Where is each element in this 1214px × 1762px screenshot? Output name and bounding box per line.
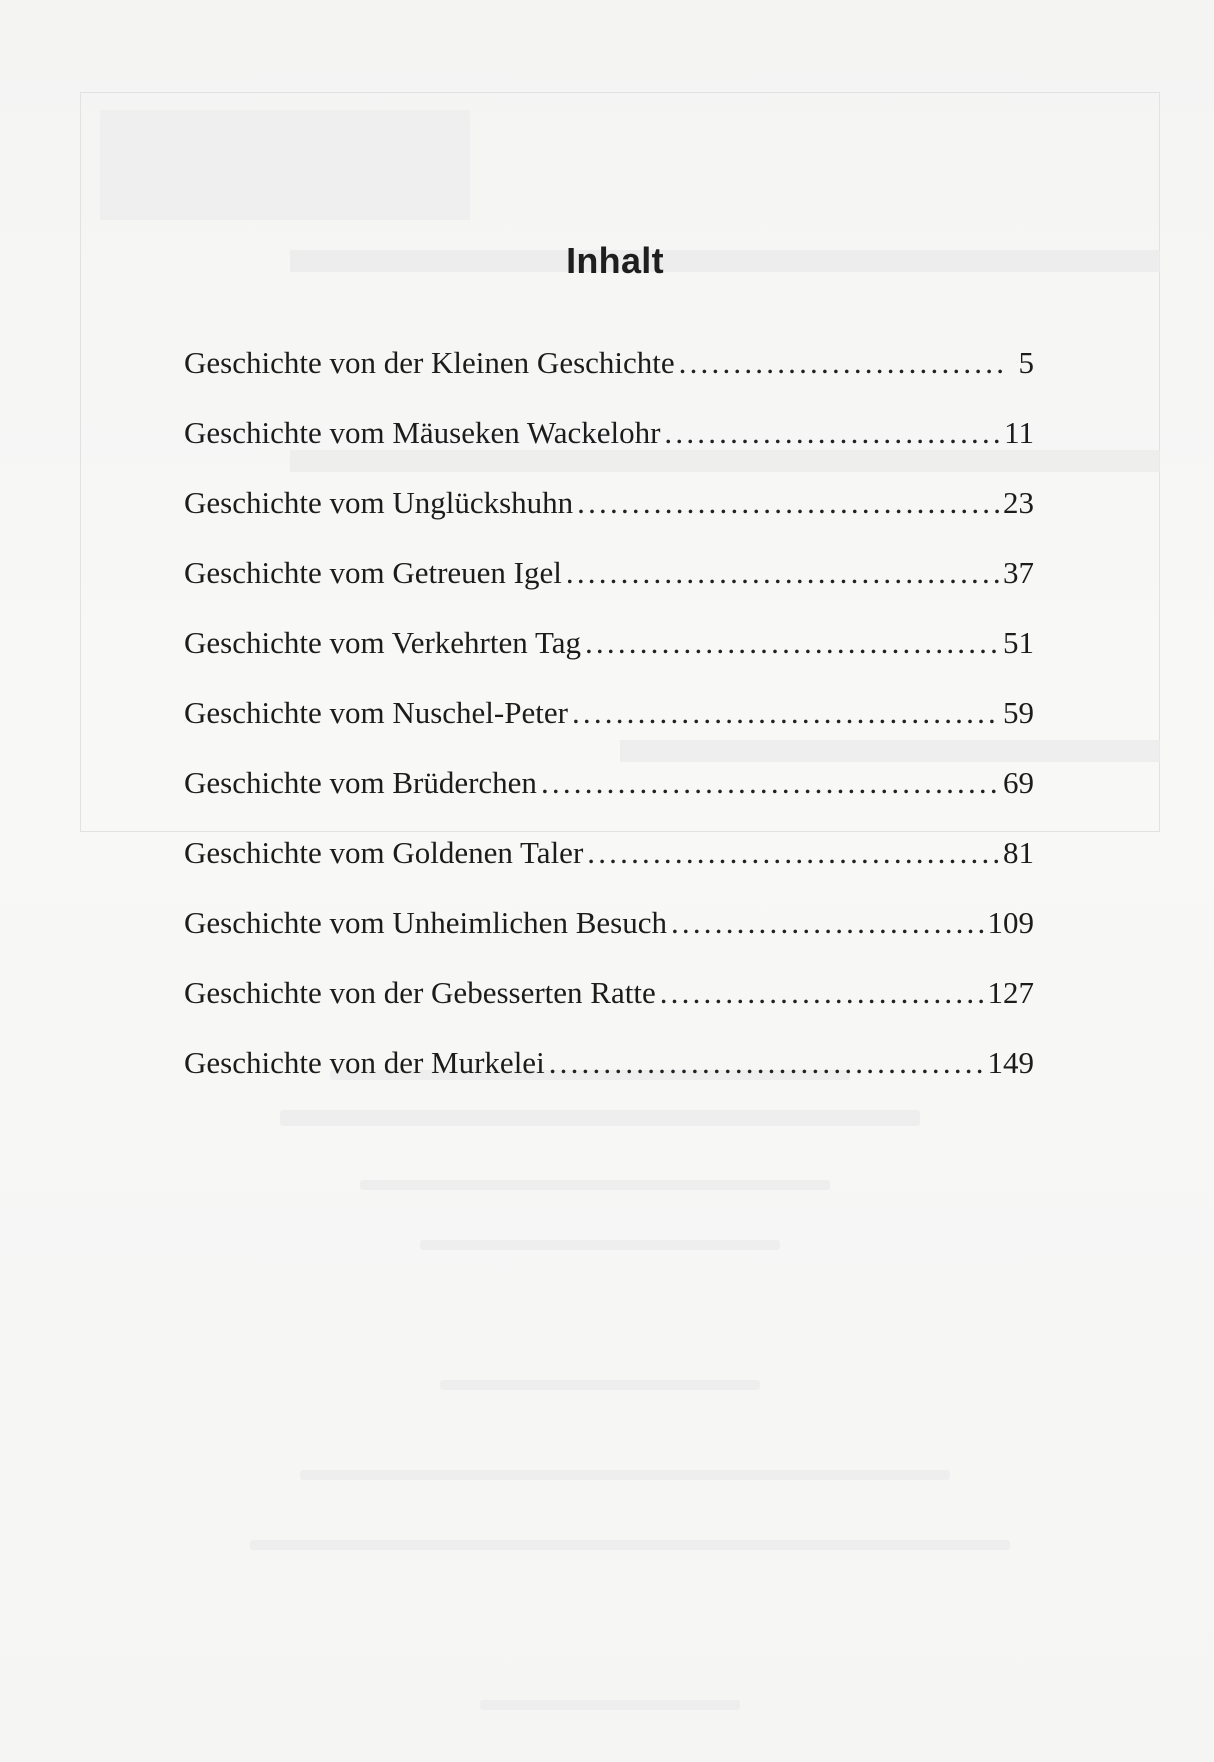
toc-entry-title: Geschichte von der Kleinen Geschichte [184, 345, 675, 380]
toc-entry [184, 555, 1034, 625]
toc-entry [184, 345, 1034, 415]
toc-entry [184, 695, 1034, 765]
toc-entry-title: Geschichte vom Mäuseken Wackelohr [184, 415, 661, 450]
toc-entry [184, 625, 1034, 695]
toc-dot-leader [587, 835, 999, 871]
toc-dot-leader [572, 695, 999, 731]
toc-entry-title: Geschichte vom Unglückshuhn [184, 485, 574, 520]
toc-entry-title: Geschichte vom Getreuen Igel [184, 555, 562, 590]
toc-entry-page: 23 [1003, 485, 1034, 520]
toc-entry-title: Geschichte vom Verkehrten Tag [184, 625, 581, 660]
table-of-contents [184, 345, 1034, 1115]
toc-entry [184, 975, 1034, 1045]
toc-entry-page: 11 [1004, 415, 1034, 450]
toc-entry-page: 109 [987, 905, 1034, 940]
show-through-line [360, 1180, 830, 1190]
toc-entry-page: 81 [1003, 835, 1034, 870]
toc-entry-page: 51 [1003, 625, 1034, 660]
show-through-banner [100, 110, 470, 220]
toc-entry-page: 59 [1003, 695, 1034, 730]
show-through-line [480, 1700, 740, 1710]
toc-entry-title: Geschichte vom Brüderchen [184, 765, 537, 800]
toc-dot-leader [541, 765, 999, 801]
toc-dot-leader [577, 485, 999, 521]
toc-entry [184, 485, 1034, 555]
toc-entry-page: 149 [987, 1045, 1034, 1080]
toc-entry-page: 5 [1018, 345, 1034, 380]
toc-dot-leader [549, 1045, 984, 1081]
toc-entry-title: Geschichte von der Gebesserten Ratte [184, 975, 656, 1010]
toc-entry-title: Geschichte vom Nuschel-Peter [184, 695, 568, 730]
page-title: Inhalt [566, 240, 664, 281]
show-through-line [420, 1240, 780, 1250]
toc-dot-leader [585, 625, 999, 661]
toc-dot-leader [671, 905, 984, 941]
toc-entry [184, 835, 1034, 905]
toc-dot-leader [660, 975, 984, 1011]
toc-entry-title: Geschichte vom Goldenen Taler [184, 835, 584, 870]
toc-dot-leader [679, 345, 1006, 381]
show-through-line [300, 1470, 950, 1480]
toc-dot-leader [664, 415, 1000, 451]
toc-entry-page: 69 [1003, 765, 1034, 800]
toc-entry-page: 127 [987, 975, 1034, 1010]
toc-entry [184, 905, 1034, 975]
toc-entry [184, 765, 1034, 835]
toc-entry-title: Geschichte vom Unheimlichen Besuch [184, 905, 667, 940]
toc-entry [184, 415, 1034, 485]
show-through-line [250, 1540, 1010, 1550]
toc-dot-leader [566, 555, 999, 591]
toc-entry-title: Geschichte von der Murkelei [184, 1045, 545, 1080]
toc-entry-page: 37 [1003, 555, 1034, 590]
show-through-line [440, 1380, 760, 1390]
toc-entry [184, 1045, 1034, 1115]
